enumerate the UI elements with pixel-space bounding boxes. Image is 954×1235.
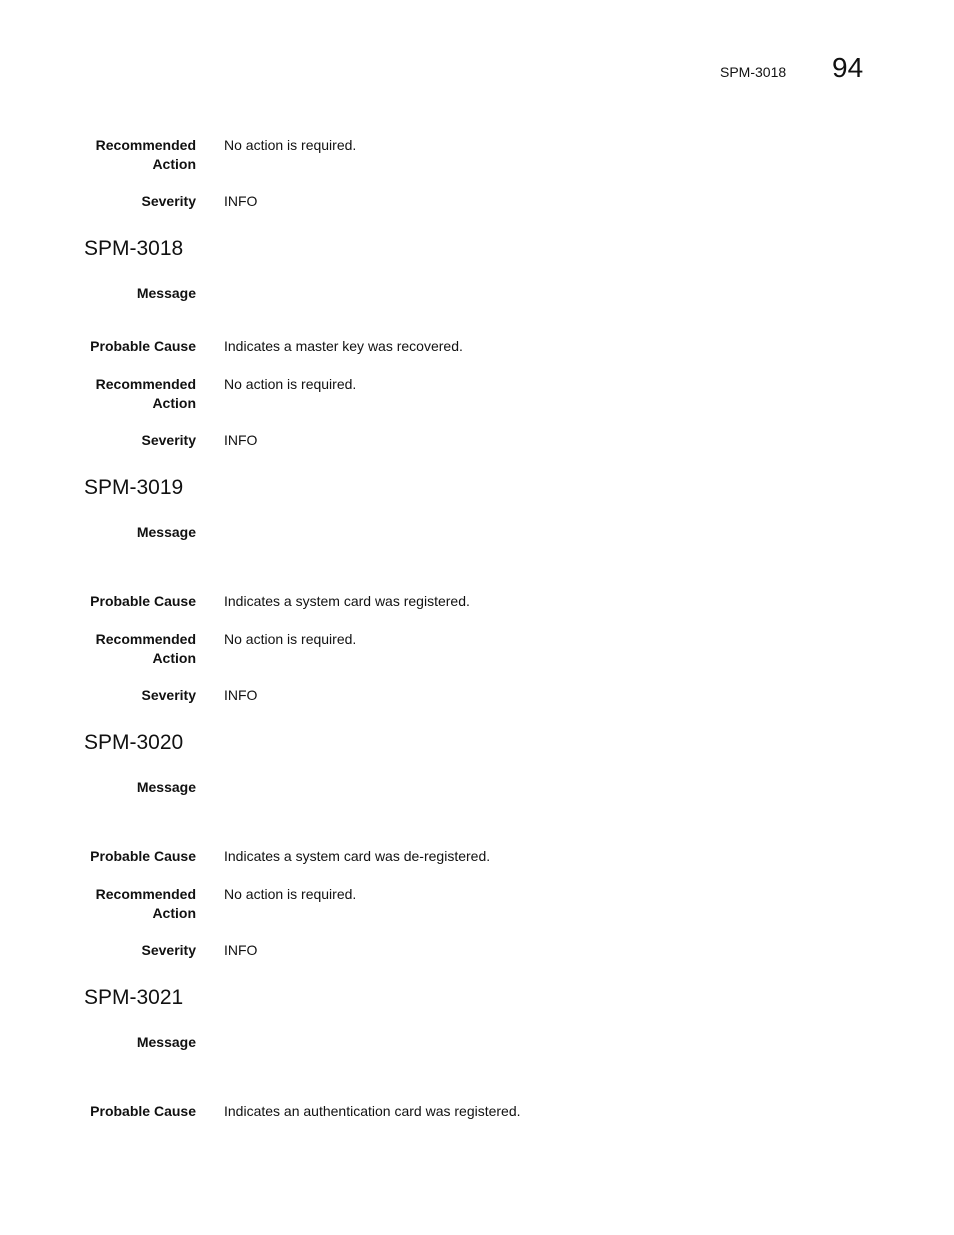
probable-cause-value: Indicates a master key was recovered. <box>224 338 463 354</box>
entry-heading: SPM-3021 <box>84 986 184 1009</box>
recommended-action-value: No action is required. <box>224 886 357 902</box>
entry-heading: SPM-3019 <box>84 476 184 499</box>
severity-label: Severity <box>141 942 196 958</box>
message-label: Message <box>136 285 196 301</box>
recommended-action-value: No action is required. <box>224 137 357 153</box>
chapter-number: 94 <box>832 52 864 83</box>
message-label: Message <box>136 1034 196 1050</box>
message-label: Message <box>136 779 196 795</box>
severity-value: INFO <box>224 432 258 448</box>
probable-cause-label: Probable Cause <box>90 848 196 864</box>
entry-heading: SPM-3020 <box>84 731 184 754</box>
probable-cause-value: Indicates a system card was de-registered. <box>224 848 491 864</box>
recommended-action-value: No action is required. <box>224 376 357 392</box>
recommended-action-value: No action is required. <box>224 631 357 647</box>
probable-cause-label: Probable Cause <box>90 1103 196 1119</box>
severity-label: Severity <box>141 432 196 448</box>
recommended-action-label: Recommended Action <box>95 631 196 666</box>
severity-value: INFO <box>224 193 258 209</box>
entry-heading: SPM-3018 <box>84 237 184 260</box>
severity-label: Severity <box>141 193 196 209</box>
running-header-section: SPM-3018 <box>720 64 787 80</box>
recommended-action-label: Recommended Action <box>95 376 196 411</box>
severity-value: INFO <box>224 942 258 958</box>
recommended-action-label: Recommended Action <box>95 886 196 921</box>
recommended-action-label: Recommended Action <box>95 137 196 172</box>
severity-value: INFO <box>224 687 258 703</box>
probable-cause-label: Probable Cause <box>90 593 196 609</box>
probable-cause-label: Probable Cause <box>90 338 196 354</box>
severity-label: Severity <box>141 687 196 703</box>
probable-cause-value: Indicates a system card was registered. <box>224 593 470 609</box>
probable-cause-value: Indicates an authentication card was registered. <box>224 1103 521 1119</box>
message-label: Message <box>136 524 196 540</box>
